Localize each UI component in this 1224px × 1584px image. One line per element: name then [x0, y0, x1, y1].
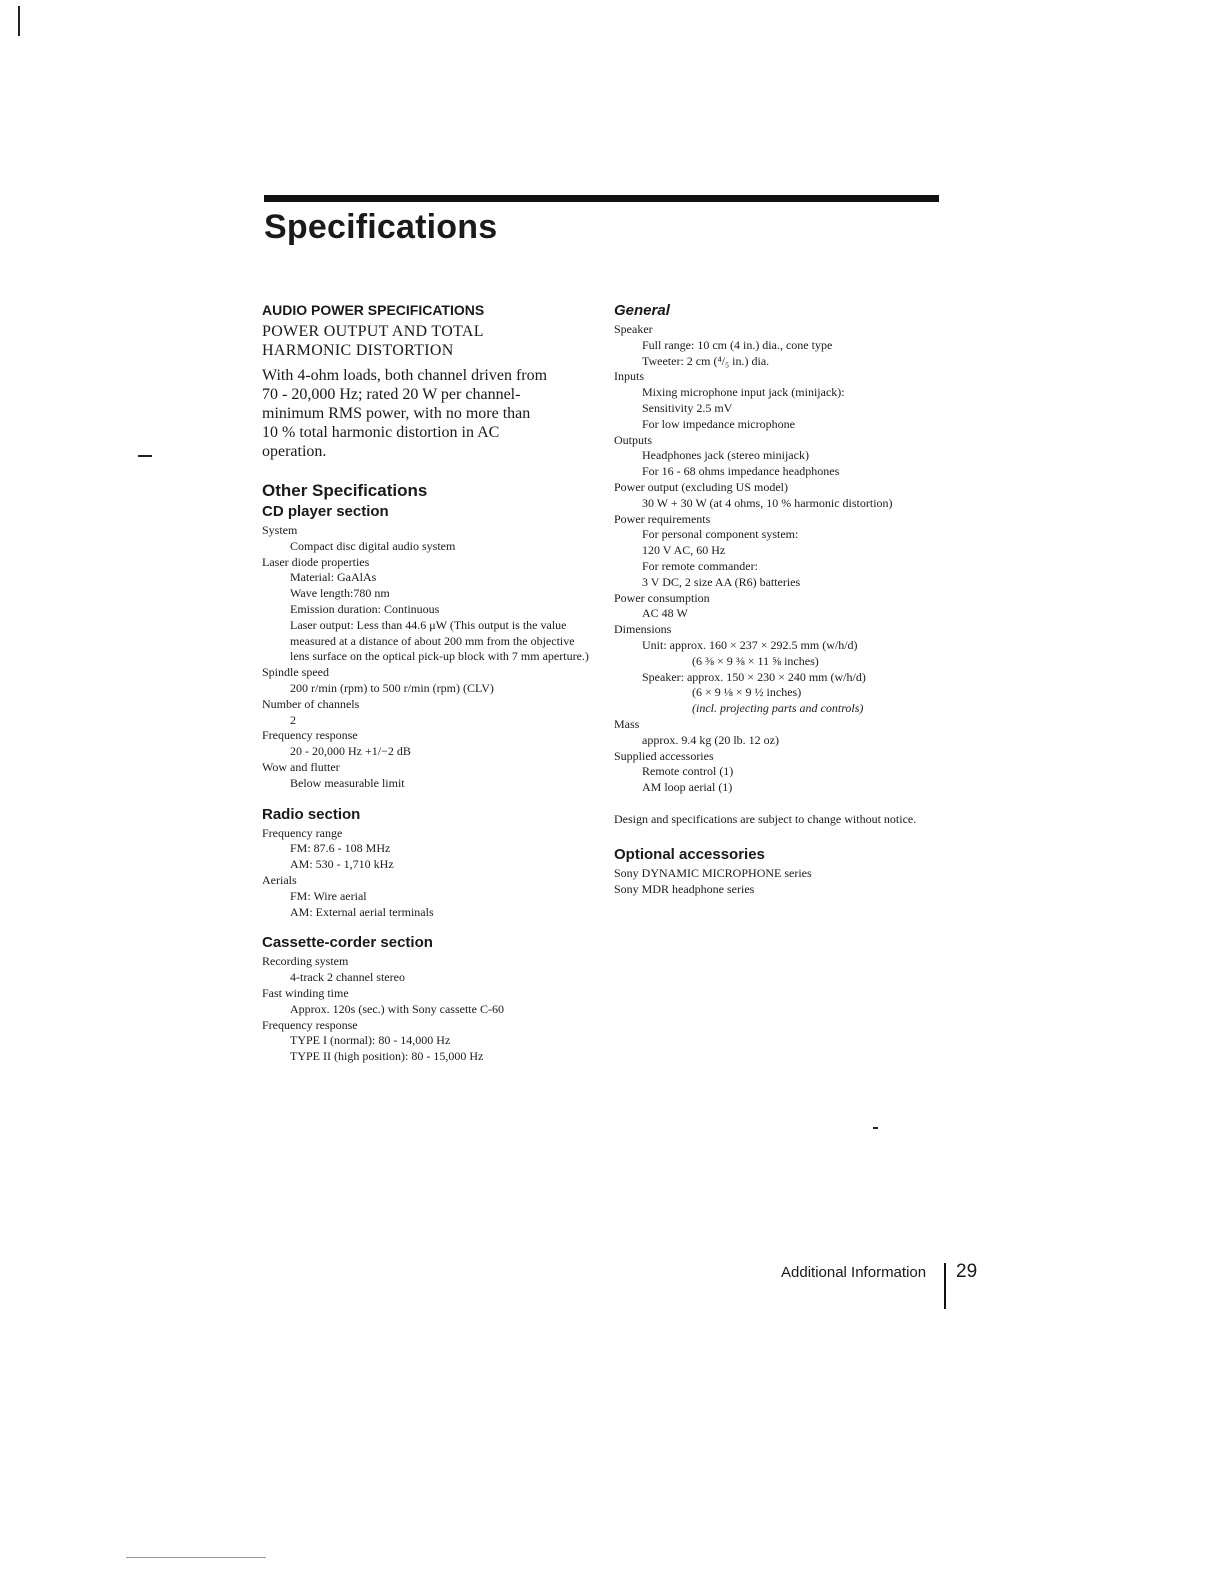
power-consumption-value: AC 48 W	[642, 606, 688, 621]
speaker-label: Speaker	[614, 322, 653, 336]
personal-system: For personal component system:	[642, 527, 799, 542]
speaker-dimensions-inches: (6 × 9 ⅛ × 9 ½ inches)	[692, 685, 802, 700]
radio-fm-range: FM: 87.6 - 108 MHz	[290, 841, 391, 856]
power-output-label: Power output (excluding US model)	[614, 479, 788, 494]
page-number: 29	[956, 1261, 978, 1282]
mass-value: approx. 9.4 kg (20 lb. 12 oz)	[642, 732, 779, 747]
wow-value: Below measurable limit	[290, 775, 405, 790]
unit-dimensions-inches: (6 ⅜ × 9 ⅜ × 11 ⅝ inches)	[692, 653, 819, 668]
wow-label: Wow and flutter	[262, 759, 340, 774]
footer-section-name: Additional Information	[781, 1264, 927, 1281]
rec-label: Recording system	[262, 954, 349, 969]
laser-emission: Emission duration: Continuous	[290, 601, 440, 616]
personal-system-value: 120 V AC, 60 Hz	[642, 543, 726, 558]
type1-value: TYPE I (normal): 80 - 14,000 Hz	[290, 1033, 451, 1048]
cd-system-value: Compact disc digital audio system	[290, 538, 456, 553]
radio-am-range: AM: 530 - 1,710 kHz	[290, 857, 394, 872]
laser-wavelength: Wave length:780 nm	[290, 586, 390, 601]
supplied-accessories-label: Supplied accessories	[614, 748, 714, 763]
am-aerial: AM: External aerial terminals	[290, 904, 434, 919]
full-range: Full range: 10 cm (4 in.) dia., cone type	[642, 337, 833, 352]
fast-wind-value: Approx. 120s (sec.) with Sony cassette C-60	[290, 1001, 504, 1016]
dimensions-label: Dimensions	[614, 622, 672, 637]
headphones-jack: Headphones jack (stereo minijack)	[642, 448, 809, 463]
page-title: Specifications	[264, 208, 498, 246]
type2-value: TYPE II (high position): 80 - 15,000 Hz	[290, 1049, 484, 1064]
power-req-label: Power requirements	[614, 511, 711, 526]
scan-mark	[138, 455, 152, 457]
general-heading: General	[614, 302, 670, 319]
power-output-value: 30 W + 30 W (at 4 ohms, 10 % harmonic distortion)	[642, 495, 893, 510]
am-loop-item: AM loop aerial (1)	[642, 780, 733, 795]
laser-material: Material: GaAlAs	[290, 570, 377, 585]
optional-accessories-heading: Optional accessories	[614, 845, 765, 863]
cassette-section-heading: Cassette-corder section	[262, 934, 433, 952]
spindle-label: Spindle speed	[262, 665, 329, 680]
scan-mark	[18, 6, 20, 36]
power-body-2: 70 - 20,000 Hz; rated 20 W per channel-	[262, 386, 521, 403]
tweeter: Tweeter: 2 cm (⁴/₅ in.) dia.	[642, 353, 770, 368]
unit-dimensions: Unit: approx. 160 × 237 × 292.5 mm (w/h/d)	[642, 637, 858, 652]
power-subheading-1: POWER OUTPUT AND TOTAL	[262, 323, 484, 340]
laser-output: Laser output: Less than 44.6 μW (This output is the value measured at a distance of about 200 mm from the objective lens surface on the optical pick-up block with 7 mm aperture.)	[290, 617, 589, 664]
low-impedance: For low impedance microphone	[642, 416, 795, 431]
dimensions-note: (incl. projecting parts and controls)	[692, 701, 864, 716]
audio-power-heading: AUDIO POWER SPECIFICATIONS	[262, 302, 485, 318]
power-consumption-label: Power consumption	[614, 590, 710, 605]
power-body-1: With 4-ohm loads, both channel driven from	[262, 367, 548, 384]
power-subheading-2: HARMONIC DISTORTION	[262, 342, 454, 359]
radio-freq-label: Frequency range	[262, 825, 343, 840]
channels-value: 2	[290, 712, 296, 727]
cd-freq-label: Frequency response	[262, 728, 358, 743]
power-body-5: operation.	[262, 443, 327, 460]
cassette-freq-label: Frequency response	[262, 1017, 358, 1032]
design-note: Design and specifications are subject to change without notice.	[614, 811, 917, 826]
remote-control-item: Remote control (1)	[642, 764, 734, 779]
sensitivity: Sensitivity 2.5 mV	[642, 400, 733, 415]
optional-item-microphone: Sony DYNAMIC MICROPHONE series	[614, 865, 812, 880]
inputs-label: Inputs	[614, 369, 644, 384]
scan-mark	[873, 1127, 878, 1129]
laser-label: Laser diode properties	[262, 554, 370, 569]
right-column	[614, 302, 944, 897]
spindle-value: 200 r/min (rpm) to 500 r/min (rpm) (CLV)	[290, 680, 494, 695]
channels-label: Number of channels	[262, 696, 360, 711]
footer-divider	[944, 1263, 946, 1309]
top-rule	[264, 195, 939, 202]
other-specs-heading: Other Specifications	[262, 481, 428, 500]
fm-aerial: FM: Wire aerial	[290, 888, 367, 903]
rec-value: 4-track 2 channel stereo	[290, 970, 405, 985]
radio-section-heading: Radio section	[262, 805, 361, 823]
aerials-label: Aerials	[262, 872, 297, 887]
power-body-3: minimum RMS power, with no more than	[262, 405, 531, 422]
left-column	[262, 302, 592, 1065]
outputs-label: Outputs	[614, 432, 653, 447]
scan-mark	[126, 1557, 266, 1558]
mass-label: Mass	[614, 716, 640, 731]
speaker-dimensions: Speaker: approx. 150 × 230 × 240 mm (w/h/d)	[642, 669, 866, 684]
optional-item-headphone: Sony MDR headphone series	[614, 881, 755, 896]
mic-jack: Mixing microphone input jack (minijack):	[642, 385, 845, 400]
headphone-impedance: For 16 - 68 ohms impedance headphones	[642, 464, 840, 479]
remote-commander: For remote commander:	[642, 558, 758, 573]
fast-wind-label: Fast winding time	[262, 985, 349, 1000]
power-body-4: 10 % total harmonic distortion in AC	[262, 424, 500, 441]
remote-commander-value: 3 V DC, 2 size AA (R6) batteries	[642, 574, 801, 589]
cd-freq-value: 20 - 20,000 Hz +1/−2 dB	[290, 744, 411, 759]
cd-system-label: System	[262, 523, 298, 537]
cd-section-heading: CD player section	[262, 503, 389, 520]
